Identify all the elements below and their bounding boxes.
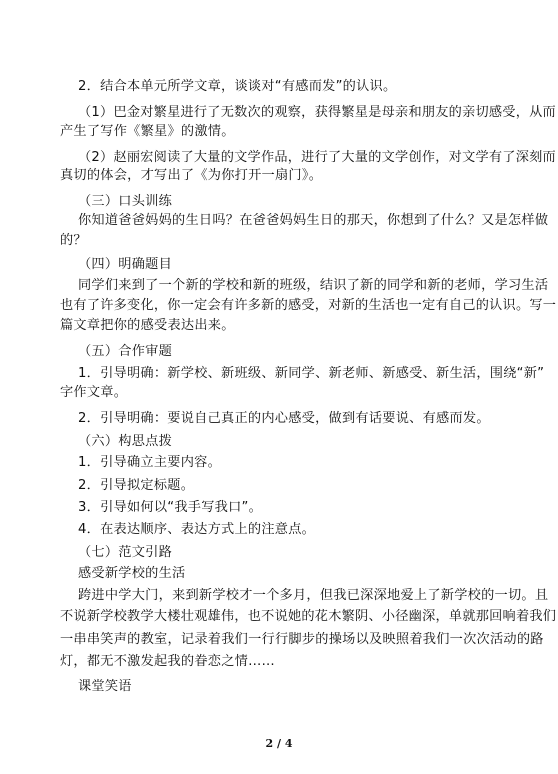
- sample-essay-line-2: 不说新学校教学大楼壮观雄伟，也不说她的花木繁阴、小径幽深，单就那回响着我们: [60, 609, 557, 624]
- point-1-line-1: （1）巴金对繁星进行了无数次的观察，获得繁星是母亲和朋友的亲切感受，从而: [78, 105, 556, 120]
- section-4-para-line-2: 也有了许多变化，你一定会有许多新的感受，对新的生活也一定有自己的认识。写一: [60, 298, 557, 313]
- section-6-item-1: 1．引导确立主要内容。: [78, 455, 222, 470]
- section-4-para-line-3: 篇文章把你的感受表达出来。: [60, 318, 235, 333]
- section-5-item-1-line-1: 1．引导明确：新学校、新班级、新同学、新老师、新感受、新生活，围绕“新”: [78, 366, 545, 381]
- section-5-item-1-line-2: 字作文章。: [60, 385, 128, 400]
- section-5-item-2: 2．引导明确：要说自己真正的内心感受，做到有话要说、有感而发。: [78, 411, 490, 426]
- section-7-heading: （七）范文引路: [78, 545, 173, 560]
- section-3-para-line-2: 的？: [60, 233, 87, 248]
- question-2-heading: 2．结合本单元所学文章，谈谈对“有感而发”的认识。: [78, 79, 397, 94]
- section-6-item-3: 3．引导如何以“我手写我口”。: [78, 500, 263, 515]
- sample-essay-line-1: 跨进中学大门，来到新学校才一个多月，但我已深深地爱上了新学校的一切。且: [78, 588, 549, 603]
- point-2-line-1: （2）赵丽宏阅读了大量的文学作品，进行了大量的文学创作，对文学有了深刻而: [78, 150, 556, 165]
- page-number: 2 / 4: [265, 737, 293, 750]
- section-3-heading: （三）口头训练: [78, 194, 173, 209]
- sample-essay-title: 感受新学校的生活: [78, 566, 186, 581]
- section-6-item-2: 2．引导拟定标题。: [78, 478, 195, 493]
- section-6-item-4: 4．在表达顺序、表达方式上的注意点。: [78, 522, 316, 537]
- section-5-heading: （五）合作审题: [78, 344, 173, 359]
- section-4-para-line-1: 同学们来到了一个新的学校和新的班级，结识了新的同学和新的老师，学习生活: [78, 278, 549, 293]
- section-6-heading: （六）构思点拨: [78, 434, 173, 449]
- sample-essay-line-3: 一串串笑声的教室，记录着我们一行行脚步的操场以及映照着我们一次次活动的路: [60, 632, 544, 647]
- section-3-para-line-1: 你知道爸爸妈妈的生日吗？在爸爸妈妈生日的那天，你想到了什么？又是怎样做: [78, 213, 549, 228]
- section-4-heading: （四）明确题目: [78, 257, 173, 272]
- classroom-jokes-heading: 课堂笑语: [78, 679, 132, 694]
- sample-essay-line-4: 灯，都无不激发起我的眷恋之情……: [60, 654, 275, 669]
- point-1-line-2: 产生了写作《繁星》的激情。: [60, 124, 235, 139]
- point-2-line-2: 真切的体会，才写出了《为你打开一扇门》。: [60, 168, 323, 183]
